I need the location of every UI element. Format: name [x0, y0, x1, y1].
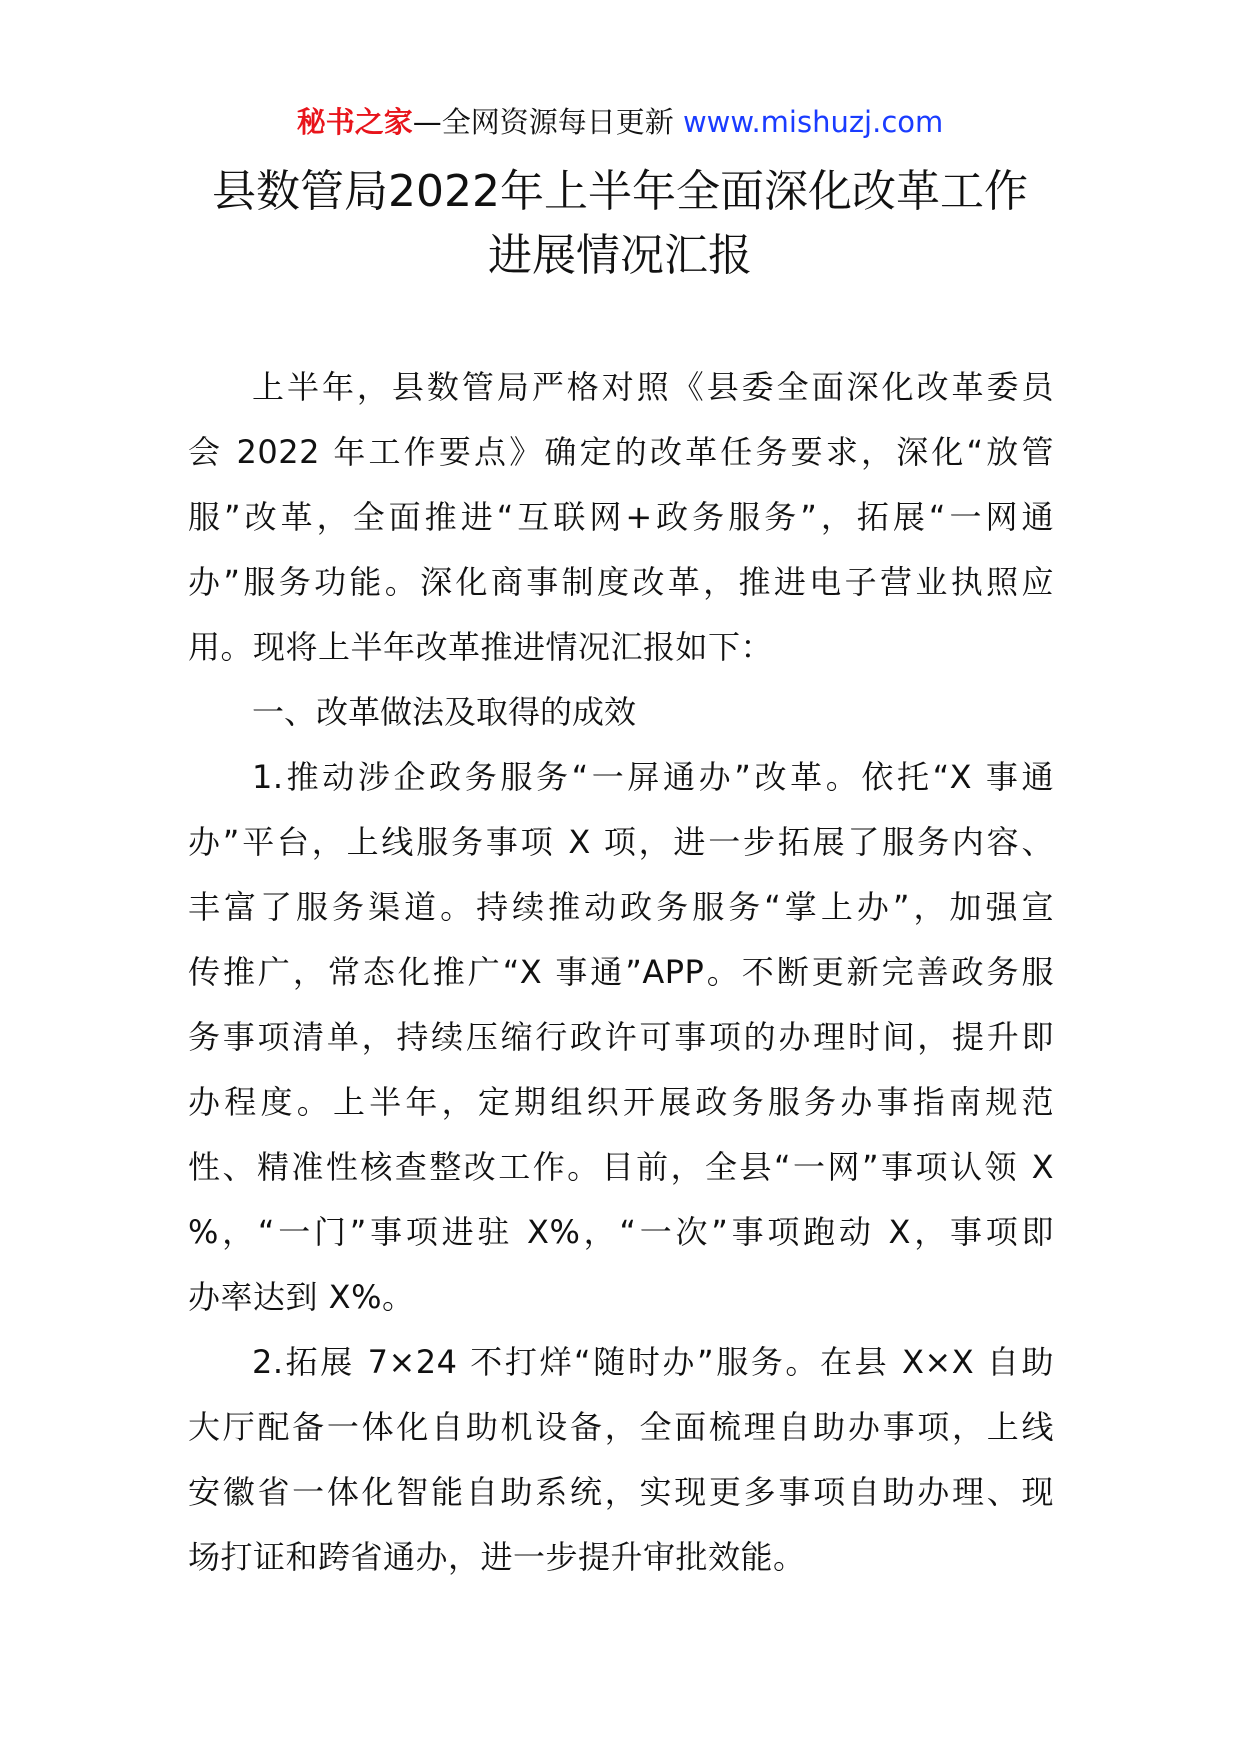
intro-paragraph [188, 355, 1054, 680]
paragraph-line: 上半年，县数管局严格对照《县委全面深化改革委员 [252, 368, 1054, 406]
item-1-paragraph [188, 745, 1054, 1330]
item-2-paragraph [188, 1330, 1054, 1590]
paragraph-line: 丰富了服务渠道。持续推动政务服务“掌上办”，加强宣 [188, 888, 1054, 926]
title-line-2: 进展情况汇报 [488, 230, 752, 281]
paragraph-line: 2.拓展 7×24 不打烊“随时办”服务。在县 X×X 自助 [252, 1343, 1054, 1381]
paragraph-line: 安徽省一体化智能自助系统，实现更多事项自助办理、现 [188, 1473, 1054, 1511]
document-title [140, 160, 1100, 288]
site-header [0, 100, 1240, 144]
title-line-1: 县数管局2022年上半年全面深化改革工作 [212, 166, 1028, 217]
paragraph-line: 服”改革，全面推进“互联网+政务服务”，拓展“一网通 [188, 498, 1054, 536]
paragraph-line: 办程度。上半年，定期组织开展政务服务办事指南规范 [188, 1083, 1054, 1121]
paragraph-line: 会 2022 年工作要点》确定的改革任务要求，深化“放管 [188, 433, 1054, 471]
paragraph-line: 大厅配备一体化自助机设备，全面梳理自助办事项，上线 [188, 1408, 1054, 1446]
header-tagline: —全网资源每日更新 [412, 105, 674, 139]
paragraph-line: 用。现将上半年改革推进情况汇报如下： [188, 628, 774, 666]
paragraph-line: 传推广，常态化推广“X 事通”APP。不断更新完善政务服 [188, 953, 1054, 991]
document-body [188, 355, 1054, 1590]
paragraph-line: 务事项清单，持续压缩行政许可事项的办理时间，提升即 [188, 1018, 1054, 1056]
paragraph-line: 办率达到 X%。 [188, 1278, 415, 1316]
paragraph-line: 性、精准性核查整改工作。目前，全县“一网”事项认领 X [188, 1148, 1054, 1186]
paragraph-line: 场打证和跨省通办，进一步提升审批效能。 [188, 1538, 806, 1576]
brand-name: 秘书之家 [296, 105, 413, 139]
paragraph-line: 办”平台，上线服务事项 X 项，进一步拓展了服务内容、 [188, 823, 1054, 861]
paragraph-line: %，“一门”事项进驻 X%，“一次”事项跑动 X，事项即 [188, 1213, 1054, 1251]
paragraph-line: 办”服务功能。深化商事制度改革，推进电子营业执照应 [188, 563, 1054, 601]
section-heading: 一、改革做法及取得的成效 [252, 693, 637, 731]
site-url-link[interactable]: www.mishuzj.com [673, 105, 944, 139]
paragraph-line: 1.推动涉企政务服务“一屏通办”改革。依托“X 事通 [252, 758, 1054, 796]
